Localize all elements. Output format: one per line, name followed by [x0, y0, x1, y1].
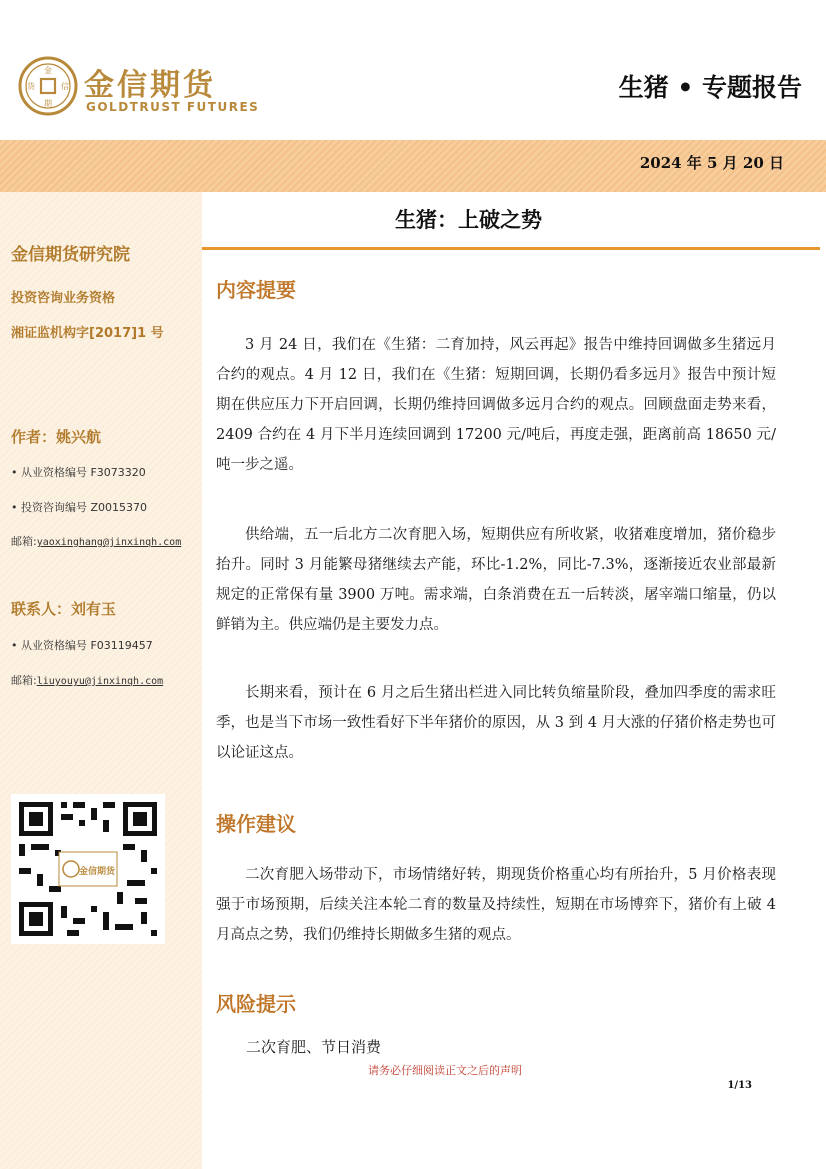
contact-practice-cert: • 从业资格编号 F03119457 [11, 639, 153, 652]
report-type: 生猪 • 专题报告 [618, 73, 802, 102]
advice-heading: 操作建议 [216, 812, 296, 836]
institute-name: 金信期货研究院 [11, 245, 130, 265]
risk-heading: 风险提示 [216, 992, 296, 1016]
title-divider [202, 247, 820, 250]
contact-email-label: 邮箱: [11, 674, 37, 687]
qr-logo-text: 金信期货 [78, 867, 116, 877]
page-number: 1/13 [727, 1080, 752, 1091]
license-number: 湘证监机构字[2017]1 号 [11, 326, 164, 341]
advice-paragraph: 二次育肥入场带动下，市场情绪好转，期现货价格重心均有所抬升，5 月价格表现强于市场预期，后续关注本轮二育的数量及持续性，短期在市场博弈下，猪价有上破 4 月高点之势，我们仍维持长期做多生猪的观点。 [216, 867, 776, 943]
disclaimer-note: 请务必仔细阅读正文之后的声明 [368, 1064, 522, 1077]
logo-char-top: 金 [44, 66, 52, 75]
qr-code-icon[interactable] [11, 794, 165, 944]
contact-name: 联系人：刘有玉 [11, 600, 117, 618]
logo-char-right: 信 [61, 82, 69, 91]
contact-email-link[interactable]: liuyouyu@jinxinqh.com [36, 676, 164, 687]
logo-char-bottom: 期 [44, 99, 52, 108]
brand-name-en: GOLDTRUST FUTURES [86, 100, 260, 114]
author-email-link[interactable]: yaoxinghang@jinxinqh.com [36, 537, 182, 548]
report-date: 2024 年 5 月 20 日 [639, 154, 784, 172]
logo-char-left: 货 [27, 82, 35, 91]
summary-heading: 内容提要 [216, 278, 296, 302]
author-practice-cert: • 从业资格编号 F3073320 [11, 466, 146, 479]
author-email-row [11, 533, 181, 549]
coin-logo-icon [18, 56, 78, 116]
author-email-label: 邮箱: [11, 535, 37, 548]
summary-paragraph-2: 供给端，五一后北方二次育肥入场，短期供应有所收紧，收猪难度增加，猪价稳步抬升。同时 3 月能繁母猪继续去产能，环比-1.2%，同比-7.3%，逐渐接近农业部最新规定的正常保有量 3900 万吨。需求端，白条消费在五一后转淡，屠宰端口缩量，仍以鲜销为主。供应端仍是主要发力点。 [216, 527, 776, 633]
risk-text: 二次育肥、节日消费 [246, 1038, 382, 1056]
summary-paragraph-3: 长期来看，预计在 6 月之后生猪出栏进入同比转负缩量阶段，叠加四季度的需求旺季，也是当下市场一致性看好下半年猪价的原因，从 3 到 4 月大涨的仔猪价格走势也可以论证这点。 [216, 685, 776, 761]
contact-email-row [11, 672, 163, 688]
brand-name-cn: 金信期货 [84, 68, 216, 103]
author-advisory-cert: • 投资咨询编号 Z0015370 [11, 501, 148, 514]
report-title: 生猪：上破之势 [395, 208, 542, 232]
summary-paragraph-1: 3 月 24 日，我们在《生猪：二育加持，风云再起》报告中维持回调做多生猪远月合约的观点。4 月 12 日，我们在《生猪：短期回调，长期仍看多远月》报告中预计短期在供应压力下开启回调，长期仍维持回调做多远月合约的观点。回顾盘面走势来看，2409 合约在 4 月下半月连续回调到 17200 元/吨后，再度走强，距离前高 18650 元/吨一步之遥。 [216, 337, 776, 473]
top-strip [0, 0, 826, 42]
author-name: 作者：姚兴航 [11, 428, 102, 446]
qualification: 投资咨询业务资格 [11, 291, 116, 306]
